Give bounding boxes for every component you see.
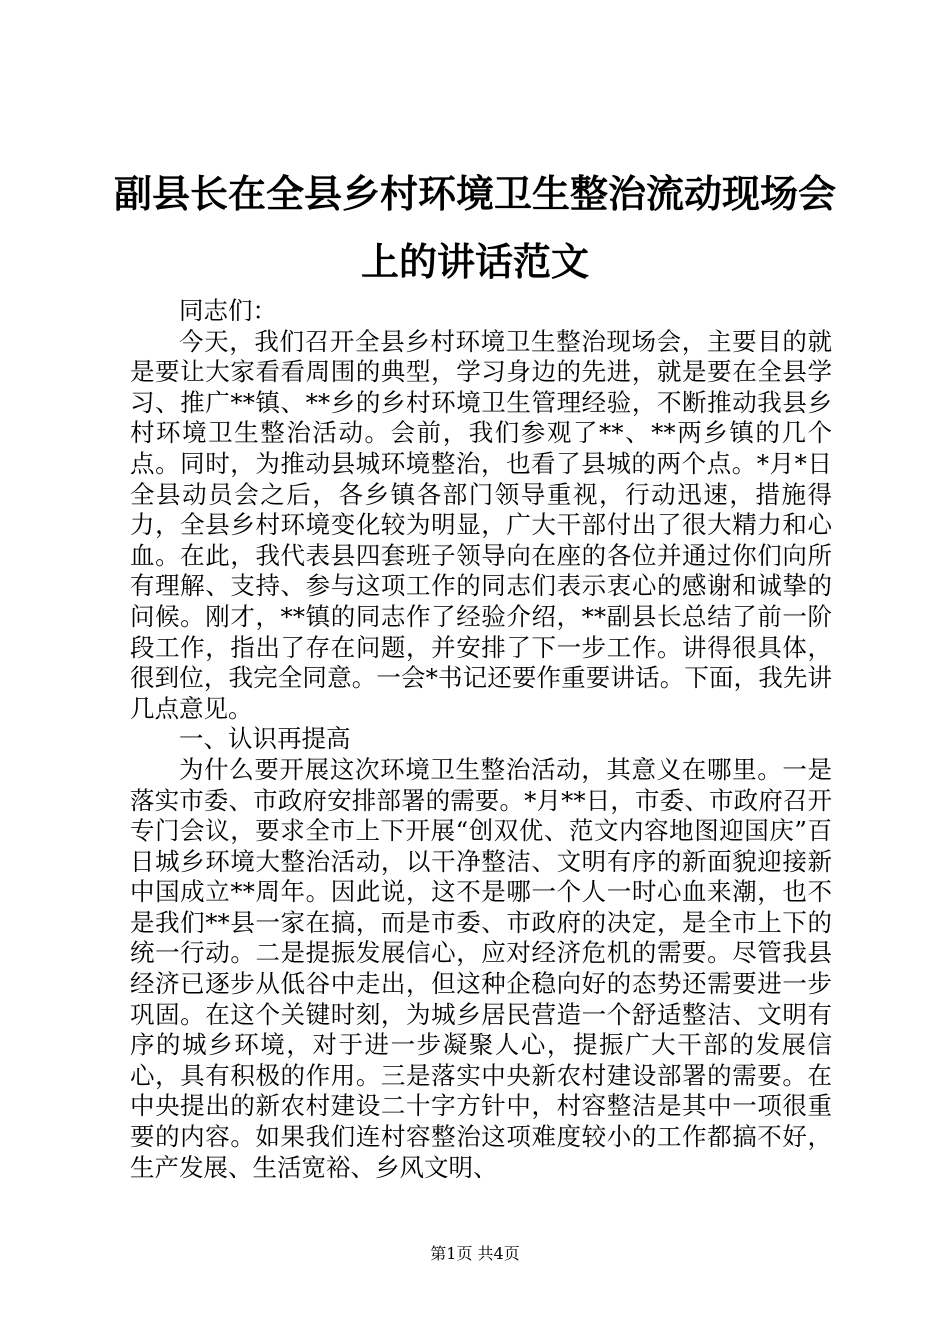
body-paragraph: 为什么要开展这次环境卫生整治活动，其意义在哪里。一是落实市委、市政府安排部署的需要。*月**日，市委、市政府召开专门会议，要求全市上下开展“创双优、范文内容地图迎国庆”百日城乡环境大整治活动，以干净整洁、文明有序的新面貌迎接新中国成立**周年。因此说，这不是哪一个人一时心血来潮，也不是我们**县一家在搞，而是市委、市政府的决定，是全市上下的统一行动。二是提振发展信心，应对经济危机的需要。尽管我县经济已逐步从低谷中走出，但这种企稳向好的态势还需要进一步巩固。在这个关键时刻，为城乡居民营造一个舒适整洁、文明有序的城乡环境，对于进一步凝聚人心，提振广大干部的发展信心，具有积极的作用。三是落实中央新农村建设部署的需要。在中央提出的新农村建设二十字方针中，村容整洁是其中一项很重要的内容。如果我们连村容整治这项难度较小的工作都搞不好，生产发展、生活宽裕、乡风文明、 — [130, 754, 832, 1182]
page-number: 第1页 共4页 — [430, 1244, 520, 1263]
document-body — [130, 296, 832, 1183]
section-heading: 一、认识再提高 — [179, 724, 351, 754]
salutation: 同志们： — [179, 296, 277, 325]
body-paragraph: 今天，我们召开全县乡村环境卫生整治现场会，主要目的就是要让大家看看周围的典型，学习身边的先进，就是要在全县学习、推广**镇、**乡的乡村环境卫生管理经验，不断推动我县乡村环境卫生整治活动。会前，我们参观了**、**两乡镇的几个点。同时，为推动县城环境整治，也看了县城的两个点。*月*日全县动员会之后，各乡镇各部门领导重视，行动迅速，措施得力，全县乡村环境变化较为明显，广大干部付出了很大精力和心血。在此，我代表县四套班子领导向在座的各位并通过你们向所有理解、支持、参与这项工作的同志们表示衷心的感谢和诚挚的问候。刚才，**镇的同志作了经验介绍，**副县长总结了前一阶段工作，指出了存在问题，并安排了下一步工作。讲得很具体，很到位，我完全同意。一会*书记还要作重要讲话。下面，我先讲几点意见。 — [130, 326, 832, 723]
document-title: 副县长在全县乡村环境卫生整治流动现场会上的讲话范文 — [113, 171, 836, 284]
